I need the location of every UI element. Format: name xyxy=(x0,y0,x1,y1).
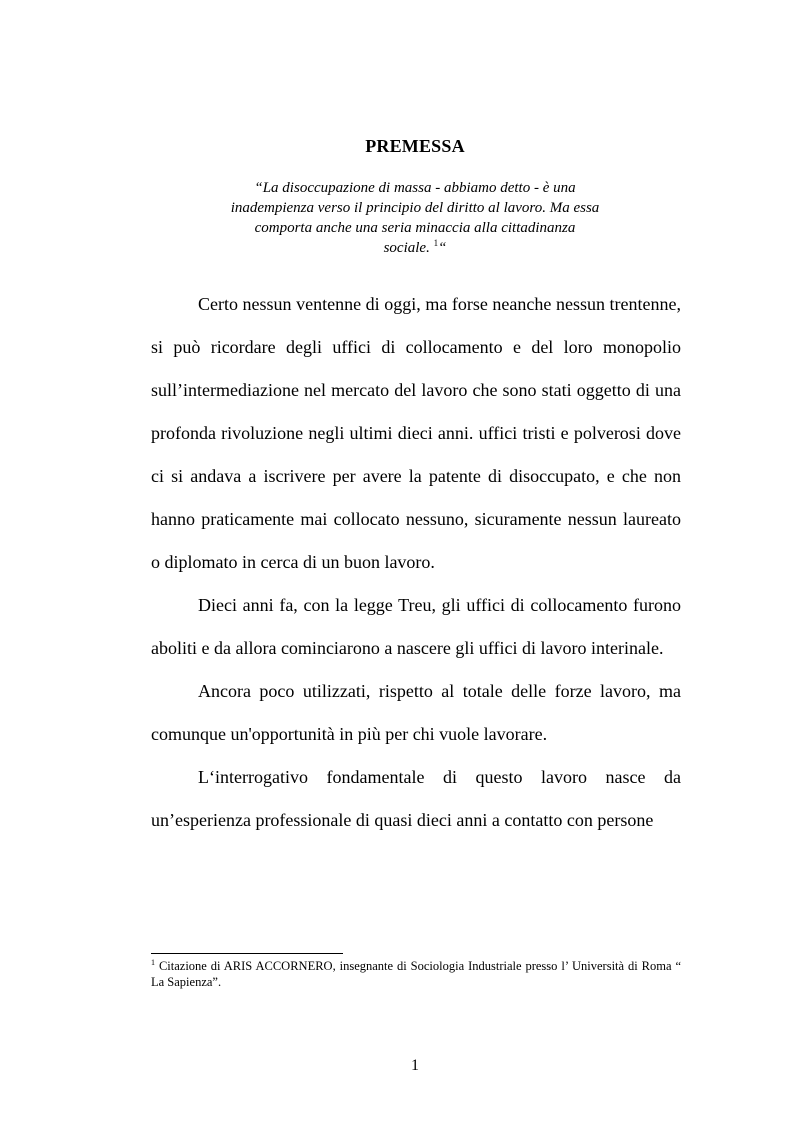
paragraph: L‘interrogativo fondamentale di questo lavoro nasce da un’esperienza professionale di quasi dieci anni a contatto con persone xyxy=(151,767,681,830)
epigraph-quote xyxy=(230,178,600,258)
paragraph: Dieci anni fa, con la legge Treu, gli uffici di collocamento furono aboliti e da allora cominciarono a nascere gli uffici di lavoro interinale. xyxy=(151,595,681,658)
footnote-text: Citazione di ARIS ACCORNERO, insegnante di Sociologia Industriale presso l’ Università di Roma “ La Sapienza”. xyxy=(151,959,681,989)
section-title: PREMESSA xyxy=(365,136,465,156)
epigraph-text: “La disoccupazione di massa - abbiamo detto - è una inadempienza verso il principio del diritto al lavoro. Ma essa comporta anche una seria minaccia alla cittadinanza sociale. xyxy=(230,180,600,256)
footnote-separator xyxy=(151,953,343,954)
paragraph: Certo nessun ventenne di oggi, ma forse neanche nessun trentenne, si può ricordare degli uffici di collocamento e del loro monopolio sull’intermediazione nel mercato del lavoro che sono stati oggetto di una profonda rivoluzione negli ultimi dieci anni. uffici tristi e polverosi dove ci si andava a iscrivere per avere la patente di disoccupato, e che non hanno praticamente mai collocato nessuno, sicuramente nessun laureato o diplomato in cerca di un buon lavoro. xyxy=(151,294,681,572)
footnote-number: 1 xyxy=(151,958,155,967)
epigraph-closing-quote: “ xyxy=(438,240,447,256)
footnote-reference[interactable]: 1 xyxy=(433,238,439,248)
page-number: 1 xyxy=(411,1057,419,1074)
body-text xyxy=(151,283,681,842)
footnote xyxy=(151,958,681,990)
paragraph: Ancora poco utilizzati, rispetto al totale delle forze lavoro, ma comunque un'opportunità in più per chi vuole lavorare. xyxy=(151,681,681,744)
